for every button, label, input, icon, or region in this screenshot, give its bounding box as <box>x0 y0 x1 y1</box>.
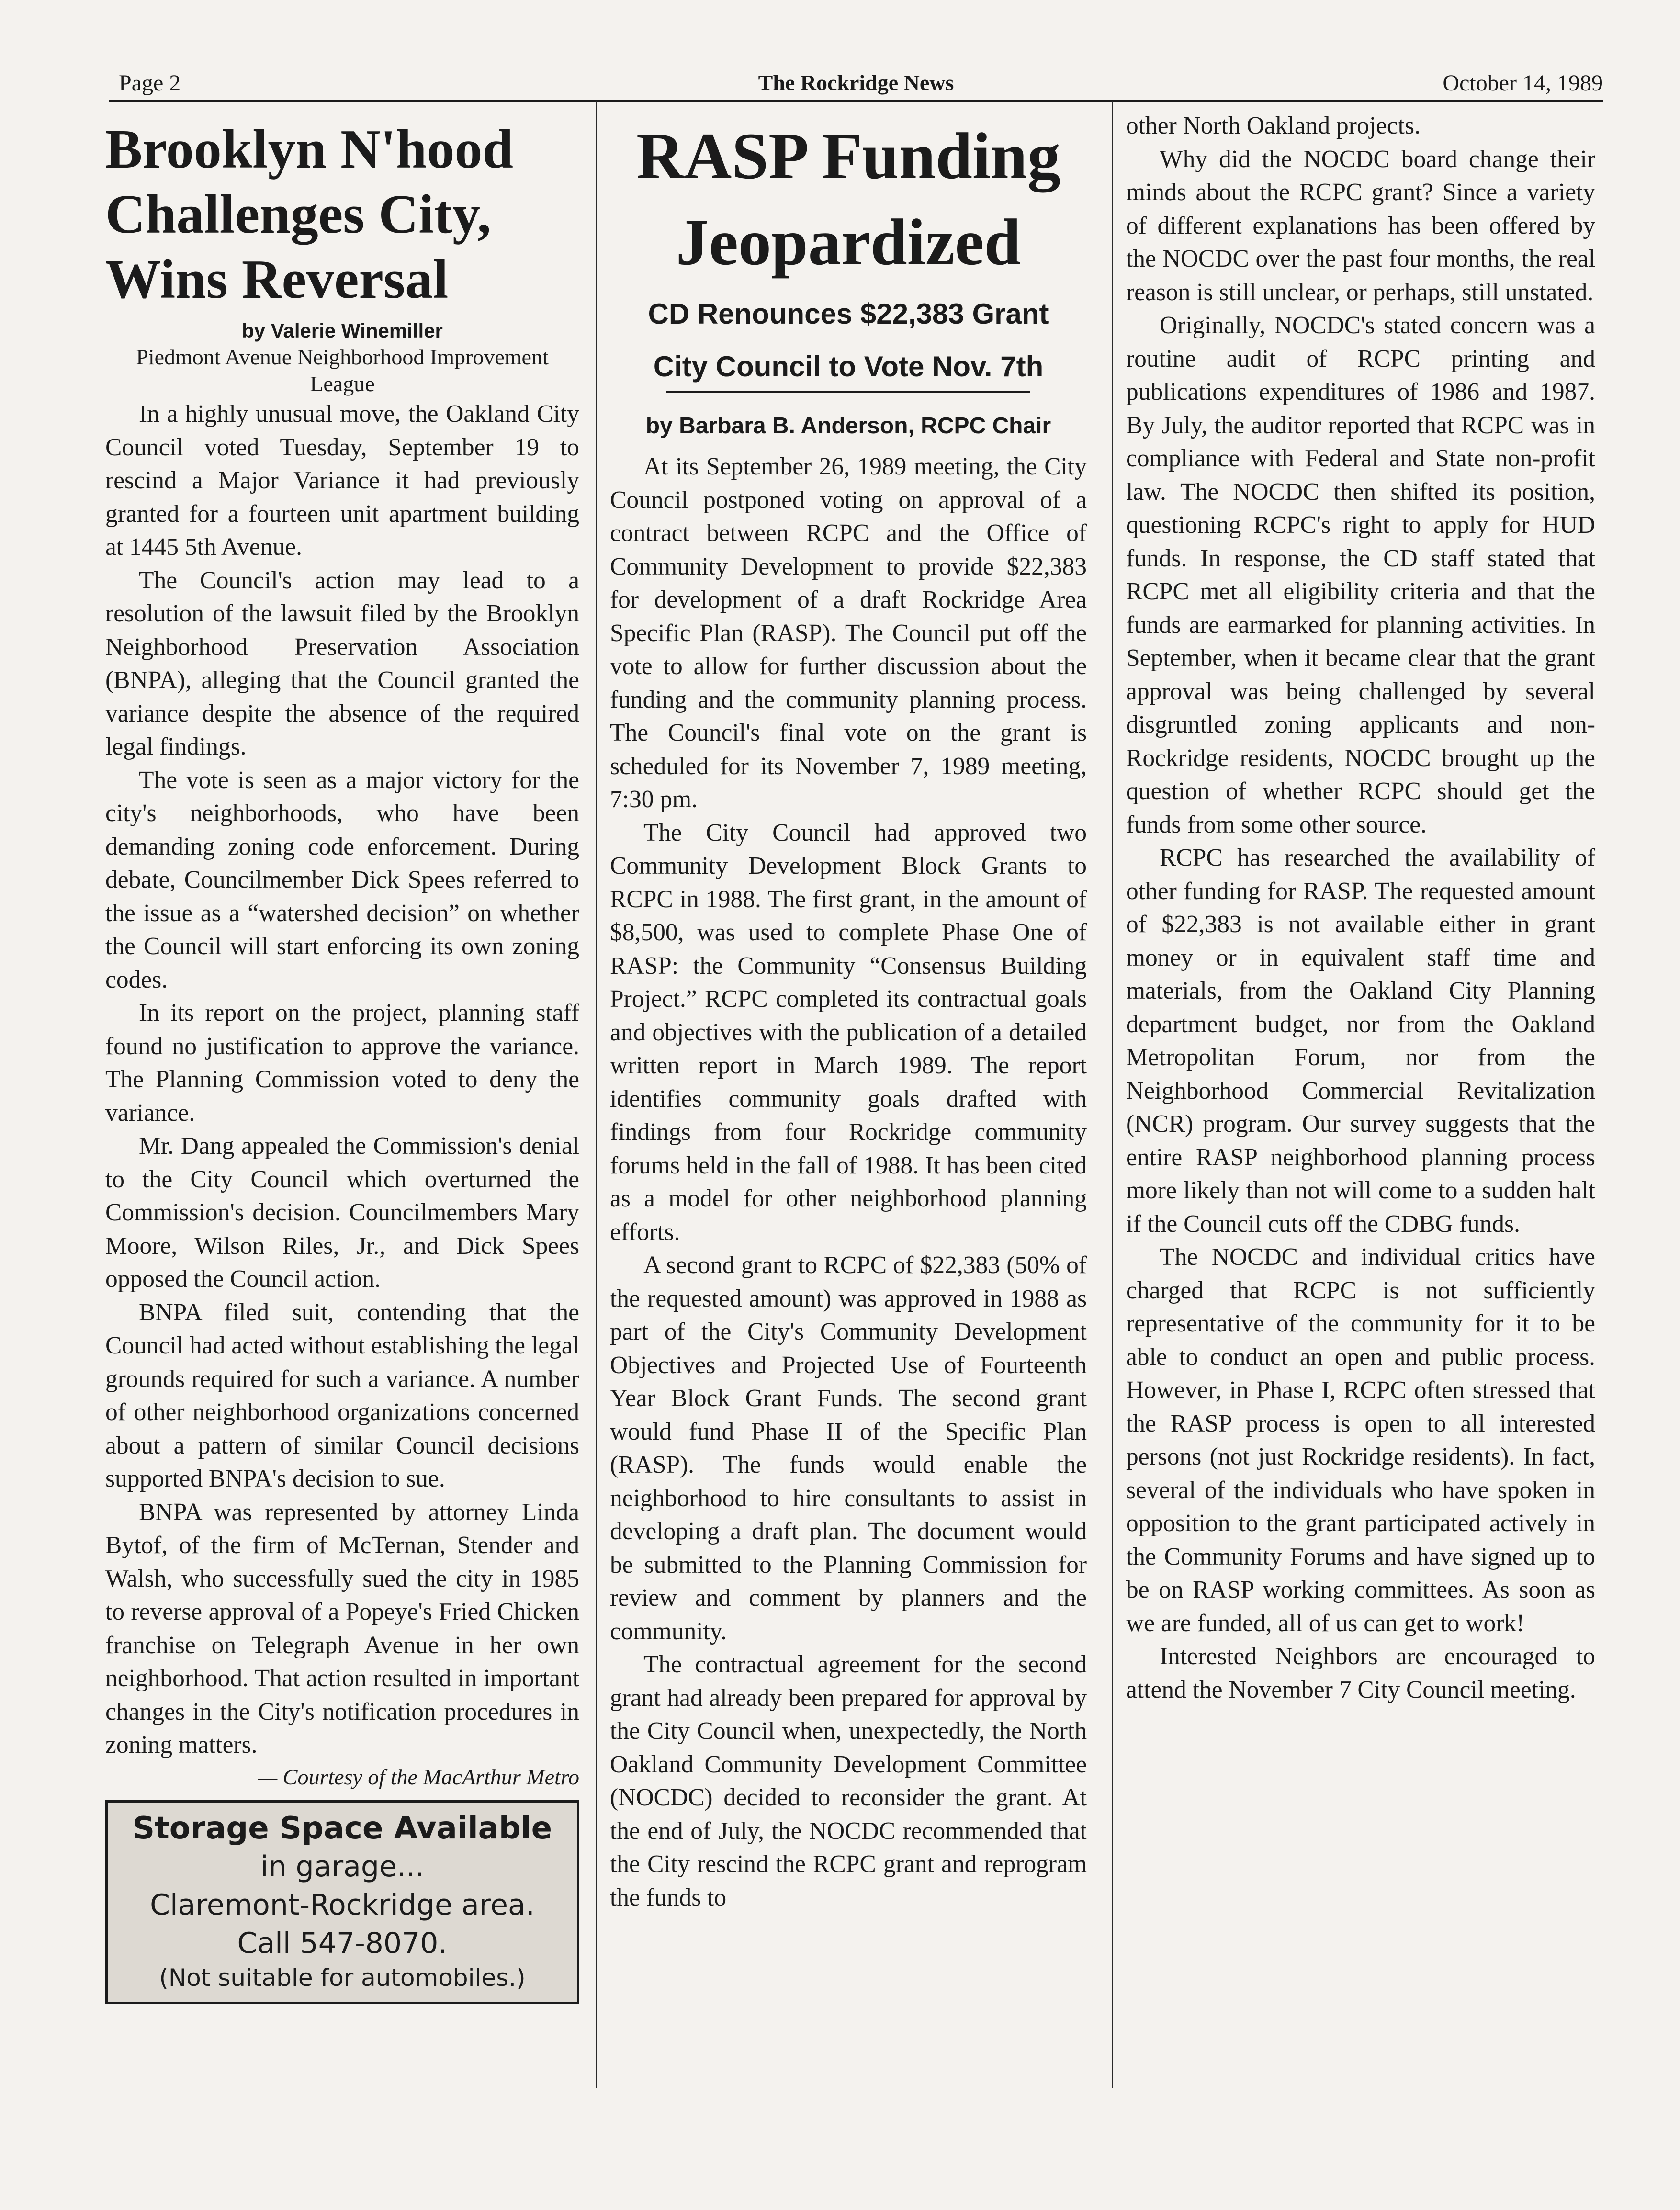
issue-date: October 14, 1989 <box>1443 70 1603 96</box>
center-paragraph-4: The contractual agreement for the second grant had already been prepared for approval by the City Council when, unexpectedly, the North Oakland Community Development Committee (NOCDC) decided to reconsider the grant. At the end of July, the NOCDC recommended that the City rescind the RCPC grant and reprogram the funds to <box>610 1651 1087 1911</box>
right-paragraph-2: Originally, NOCDC's stated concern was a routine audit of RCPC printing and publications expenditures of 1986 and 1987. By July, the auditor reported that RCPC was in compliance with Federal and State non-profit law. The NOCDC then shifted its position, questioning RCPC's right to apply for HUD funds. In response, the CD staff stated that RCPC met all eligibility criteria and that the funds are earmarked for planning activities. In September, when it became clear that the grant approval was being challenged by several disgruntled zoning applicants and non-Rockridge residents, NOCDC brought up the question of whether RCPC should get the funds from some other source. <box>1126 312 1595 838</box>
storage-ad <box>105 1800 579 2004</box>
left-affiliation: Piedmont Avenue Neighborhood Improvement League <box>136 345 549 396</box>
ad-note: (Not suitable for automobiles.) <box>159 1963 526 1992</box>
column-rule-left <box>596 101 597 2088</box>
deck-line-1: CD Renounces $22,383 Grant <box>648 298 1049 330</box>
column-rule-right <box>1112 101 1113 2088</box>
left-paragraph-1: In a highly unusual move, the Oakland City Council voted Tuesday, September 19 to rescind a Major Variance it had previously granted for a fourteen unit apartment building at 1445 5th Avenue. <box>105 400 579 561</box>
deck-rule <box>666 391 1030 393</box>
center-headline: RASP Funding Jeopardized <box>636 119 1060 279</box>
left-byline: by Valerie Winemiller <box>242 319 443 342</box>
left-paragraph-4: In its report on the project, planning staff found no justification to approve the variance. The Planning Commission voted to deny the variance. <box>105 999 579 1127</box>
left-paragraph-2: The Council's action may lead to a resolution of the lawsuit filed by the Brooklyn Neighborhood Preservation Association (BNPA), alleging that the Council granted the variance despite the absence of the required legal findings. <box>105 566 579 760</box>
right-paragraph-4: The NOCDC and individual critics have charged that RCPC is not sufficiently representative of the community for it to be able to conduct an open and public process. However, in Phase I, RCPC often stressed that the RASP process is open to all interested persons (not just Rockridge residents). In fact, several of the individuals who have spoken in opposition to the grant participated actively in the Community Forums and have signed up to be on RASP working committees. As soon as we are funded, all of us can get to work! <box>1126 1243 1595 1637</box>
courtesy-credit: — Courtesy of the MacArthur Metro <box>258 1764 579 1789</box>
deck-line-2: City Council to Vote Nov. 7th <box>653 350 1044 383</box>
page-number: Page 2 <box>119 70 181 96</box>
center-paragraph-1: At its September 26, 1989 meeting, the City Council postponed voting on approval of a contract between RCPC and the Office of Community Development to provide $22,383 for development of a draft Rockridge Area Specific Plan (RASP). The Council put off the vote to allow for further discussion about the funding and the community planning process. The Council's final vote on the grant is scheduled for its November 7, 1989 meeting, 7:30 pm. <box>610 453 1087 813</box>
right-continuation <box>1126 109 1595 1706</box>
ad-title: Storage Space Available <box>133 1810 552 1846</box>
page-header <box>109 61 1603 104</box>
header-rule <box>109 100 1603 102</box>
center-paragraph-3: A second grant to RCPC of $22,383 (50% of the requested amount) was approved in 1988 as part of the City's Community Development Objectives and Projected Use of Fourteenth Year Block Grant Funds. The second grant would fund Phase II of the Specific Plan (RASP). The funds would enable the neighborhood to hire consultants to assist in developing a draft plan. The document would be submitted to the Planning Commission for review and comment by planners and the community. <box>610 1252 1087 1645</box>
left-paragraph-5: Mr. Dang appealed the Commission's denial to the City Council which overturned the Commission's decision. Councilmembers Mary Moore, Wilson Riles, Jr., and Dick Spees opposed the Council action. <box>105 1132 579 1293</box>
left-paragraph-3: The vote is seen as a major victory for the city's neighborhoods, who have been demanding zoning code enforcement. During debate, Councilmember Dick Spees referred to the issue as a “watershed decision” on whether the Council will start enforcing its own zoning codes. <box>105 766 579 993</box>
ad-phone: Call 547-8070. <box>237 1926 448 1960</box>
paper-name: The Rockridge News <box>758 70 954 95</box>
right-paragraph-5: Interested Neighbors are encouraged to attend the November 7 City Council meeting. <box>1126 1643 1595 1703</box>
continued-text: other North Oakland projects. <box>1126 112 1421 139</box>
center-paragraph-2: The City Council had approved two Community Development Block Grants to RCPC in 1988. The first grant, in the amount of $8,500, was used to complete Phase One of RASP: the Community “Consensus Building Project.” RCPC completed its contractual goals and objectives with the publication of a detailed written report in March 1989. The report identifies community goals drafted with findings from four Rockridge community forums held in the fall of 1988. It has been cited as a model for other neighborhood planning efforts. <box>610 819 1087 1246</box>
ad-line-2: Claremont-Rockridge area. <box>150 1888 535 1922</box>
left-paragraph-7: BNPA was represented by attorney Linda Bytof, of the firm of McTernan, Stender and Walsh, who successfully sued the city in 1985 to reverse approval of a Popeye's Fried Chicken franchise on Telegraph Avenue in her own neighborhood. That action resulted in important changes in the City's notification procedures in zoning matters. <box>105 1498 579 1759</box>
right-paragraph-3: RCPC has researched the availability of other funding for RASP. The requested amount of $22,383 is not available either in grant money or in equivalent staff time and materials, from the Oakland City Planning department budget, nor from the Oakland Metropolitan Forum, nor from the Neighborhood Commercial Revitalization (NCR) program. Our survey suggests that the entire RASP neighborhood planning process more likely than not will come to a sudden halt if the Council cuts off the CDBG funds. <box>1126 844 1595 1238</box>
left-article <box>105 109 579 2004</box>
right-paragraph-1: Why did the NOCDC board change their minds about the RCPC grant? Since a variety of different explanations has been offered by the NOCDC over the past four months, the real reason is still unclear, or perhaps, still unstated. <box>1126 145 1595 306</box>
center-article <box>610 109 1087 1914</box>
center-byline: by Barbara B. Anderson, RCPC Chair <box>645 413 1051 439</box>
left-headline: Brooklyn N'hood Challenges City, Wins Reversal <box>105 119 514 310</box>
ad-line-1: in garage... <box>260 1849 425 1883</box>
left-paragraph-6: BNPA filed suit, contending that the Council had acted without establishing the legal grounds required for such a variance. A number of other neighborhood organizations concerned about a pattern of similar Council decisions supported BNPA's decision to sue. <box>105 1298 579 1492</box>
